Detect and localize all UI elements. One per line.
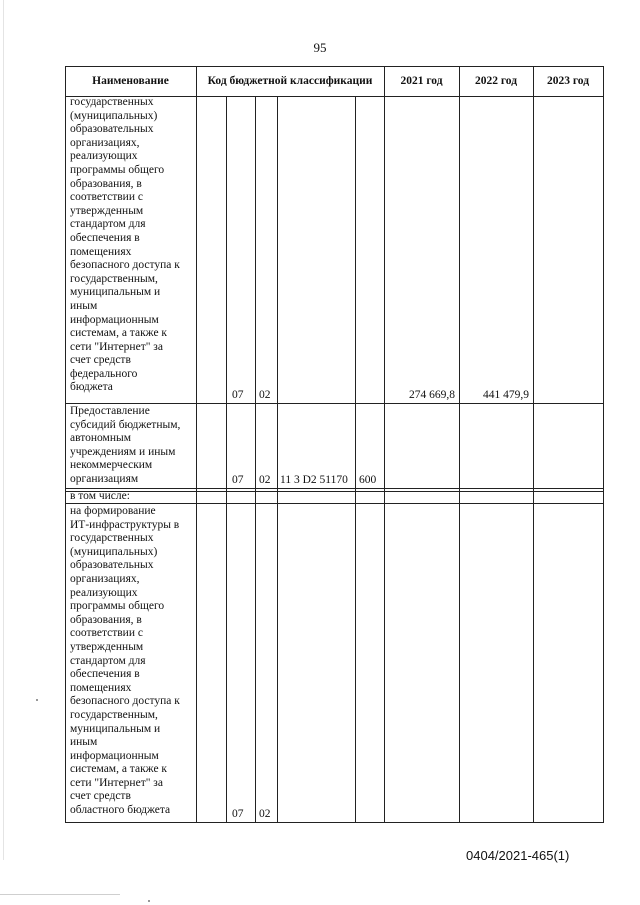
row-name: Предоставление субсидий бюджетным, автономным учреждениям и иным некоммерческим организациям <box>70 405 181 485</box>
scan-speck <box>148 900 150 902</box>
row-divider <box>65 488 604 489</box>
subsection-code: 02 <box>259 808 271 820</box>
bottom-rule <box>0 894 120 895</box>
column-divider <box>226 96 227 823</box>
document-code: 0404/2021-465(1) <box>466 848 570 863</box>
row-divider <box>65 403 604 404</box>
scan-speck <box>36 699 38 701</box>
subsection-code: 02 <box>259 389 271 401</box>
column-divider <box>459 66 460 823</box>
section-code: 07 <box>232 808 244 820</box>
column-divider <box>255 96 256 823</box>
column-divider <box>355 96 356 823</box>
value-2021: 274 669,8 <box>409 389 455 401</box>
target-code: 11 3 D2 51170 <box>280 474 348 486</box>
header-2023: 2023 год <box>546 75 590 87</box>
section-code: 07 <box>232 474 244 486</box>
table-border-left <box>65 66 66 823</box>
page-number: 95 <box>313 40 327 55</box>
subsection-code: 02 <box>259 474 271 486</box>
row-name: государственных (муниципальных) образовательных организациях, реализующих программы общего образования, в соответствии с утвержденным стандартом для обеспечения в помещениях безопасного доступа к государственным, муниципальным и иным информационным системам, а также к сети "Интернет" за счет средств федерального бюджета <box>70 96 180 394</box>
column-divider <box>277 96 278 823</box>
header-2022: 2022 год <box>474 75 518 87</box>
row-name: на формирование ИТ-инфраструктуры в государственных (муниципальных) образовательных организациях, реализующих программы общего образования, в соответствии с утвержденным стандартом для обеспечения в помещениях безопасного доступа к государственным, муниципальным и иным информационным системам, а также к сети "Интернет" за счет средств областного бюджета <box>70 505 180 817</box>
header-code: Код бюджетной классификации <box>207 75 373 87</box>
row-name: в том числе: <box>70 490 130 502</box>
column-divider <box>384 66 385 823</box>
value-2022: 441 479,9 <box>483 389 529 401</box>
table-border-right <box>603 66 604 823</box>
table-border-bottom <box>65 822 604 823</box>
header-name: Наименование <box>92 75 169 87</box>
expense-code: 600 <box>359 474 377 486</box>
scan-edge <box>3 0 4 860</box>
section-code: 07 <box>232 389 244 401</box>
column-divider <box>533 66 534 823</box>
header-2021: 2021 год <box>400 75 443 87</box>
